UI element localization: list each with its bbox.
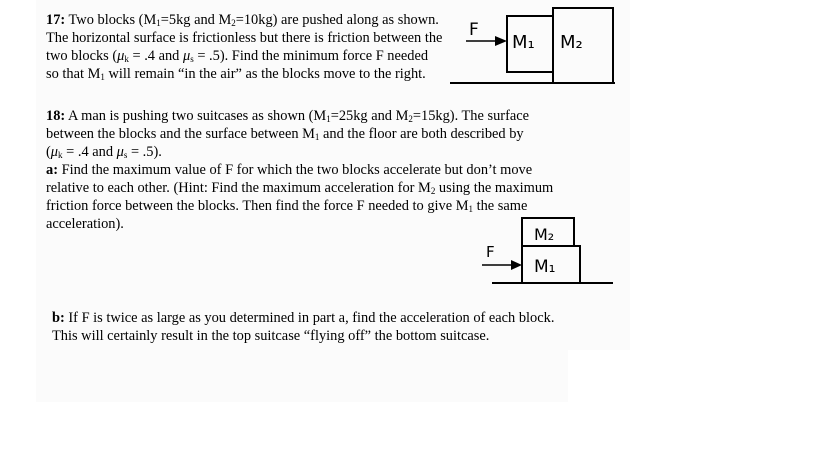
part-a-label: a:: [46, 162, 58, 178]
block-m2-top-label: M₂: [534, 225, 555, 244]
force-label: F: [469, 20, 479, 40]
force-arrow-head: [495, 36, 507, 46]
problem-17-line-4: so that $M_1$ will remain “in the air” as the blocks move to the right.: [46, 66, 426, 82]
problem-18-part-b: [52, 309, 554, 345]
problem-17-line-2: The horizontal surface is frictionless but there is friction between the: [46, 30, 443, 46]
block-m2-label: M₂: [560, 32, 583, 53]
problem-18-diagram: [470, 210, 620, 290]
problem-17-number: 17:: [46, 12, 66, 28]
problem-18-line-3: ($\mu_k = .4$ and $\mu_s = .5$).: [46, 144, 162, 160]
force-label-18: F: [486, 243, 495, 261]
scan-background-lower: [36, 350, 568, 402]
problem-17-diagram: [450, 8, 620, 88]
problem-18-line-1: 18: A man is pushing two suitcases as shown ($M_1=25kg$ and $M_2=15kg$). The surface: [46, 108, 530, 124]
block-m1-bottom-label: M₁: [534, 257, 556, 277]
problem-18-part-a-line-2: relative to each other. (Hint: Find the maximum acceleration for $M_2$ using the maximum: [46, 180, 554, 196]
part-b-label: b:: [52, 310, 65, 326]
problem-18-part-a-line-4: acceleration).: [46, 216, 124, 232]
problem-17-text: [46, 11, 442, 83]
problem-18-part-a-line-3: friction force between the blocks. Then find the force F needed to give $M_1$ the same: [46, 198, 528, 214]
block-m1-label: M₁: [512, 32, 535, 53]
force-arrow-head-18: [511, 260, 522, 270]
part-b-line-2: This will certainly result in the top suitcase “flying off” the bottom suitcase.: [52, 328, 490, 344]
problem-18-part-a-line-1: a: Find the maximum value of F for which the two blocks accelerate but don’t move: [46, 162, 533, 178]
problem-17-line-3: two blocks ($\mu_k = .4$ and $\mu_s = .5$). Find the minimum force F needed: [46, 48, 429, 64]
part-b-line-1: b: If F is twice as large as you determined in part a, find the acceleration of each block.: [52, 310, 555, 326]
problem-17-line-1: 17: Two blocks ($M_1=5kg$ and $M_2=10kg$) are pushed along as shown.: [46, 12, 439, 28]
problem-18-number: 18:: [46, 108, 66, 124]
problem-18-line-2: between the blocks and the surface between $M_1$ and the floor are both described by: [46, 126, 524, 142]
